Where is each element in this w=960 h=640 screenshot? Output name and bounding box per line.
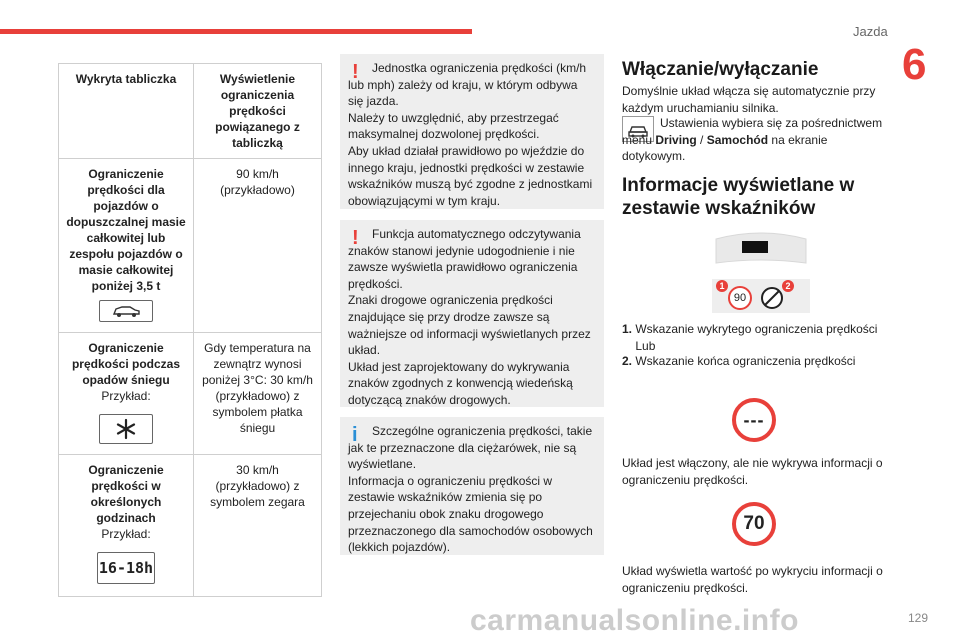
menu-separator: / [696, 132, 707, 147]
paragraph-settings [622, 115, 894, 165]
settings-text-b: na ekranie dotykowym. [622, 132, 828, 163]
sign-dashes: --- [743, 409, 765, 430]
row-label: Ograniczenie prędkości w określonych godzinach [88, 463, 164, 525]
table-row [59, 455, 322, 597]
car-icon [99, 300, 153, 322]
row-value: 30 km/h (przykładowo) z symbolem zegara [194, 455, 322, 597]
callout-1: 1 [716, 280, 728, 292]
row-label: Ograniczenie prędkości podczas opadów śniegu [71, 341, 181, 387]
plate-table [58, 63, 322, 597]
note-text: Funkcja automatycznego odczytywania znaków stanowi jedynie udogodnienie i nie zawsze wyświetla prawidłowo ograniczenia prędkości. Znaki drogowe ograniczenia prędkości znajdujące się przy drodze zawsze są ważniejsze od informacji wyświetlanych przez układ. Układ jest zaprojektowany do wykrywania znaków zgodnych z konwencją wiedeńską dotyczącą znaków drogowych. [348, 227, 591, 407]
speed-limit-sign [732, 502, 776, 546]
list-item [622, 321, 894, 354]
page-number: 129 [907, 611, 928, 625]
info-icon: i [352, 424, 358, 446]
menu-driving: Driving [655, 132, 697, 147]
note-text: Jednostka ograniczenia prędkości (km/h lub mph) zależy od kraju, w którym odbywa się jazda. Należy to uwzględnić, aby przestrzegać maksymalnej dozwolonej prędkości. Aby układ działał prawidłowo po wjeździe do innego kraju, jednostki prędkości w zestawie wskaźników muszą być zgodne z jednostkami obowiązującymi w tym kraju. [348, 61, 593, 208]
sign-value: 70 [743, 513, 765, 534]
heading-info: Informacje wyświetlane w zestawie wskaźników [622, 175, 855, 219]
paragraph-shows: Układ wyświetla wartość po wykryciu informacji o ograniczeniu prędkości. [622, 564, 883, 595]
warning-note [340, 54, 604, 209]
time-range-icon: 16-18h [97, 552, 155, 584]
row-value: Gdy temperatura na zewnątrz wynosi poniżej 3°C: 30 km/h (przykładowo) z symbolem płatka śniegu [194, 333, 322, 455]
settings-text-a: Ustawienia wybiera się za pośrednictwem menu [622, 116, 883, 147]
section-title: Jazda [853, 24, 888, 39]
cluster-speed-sign: 90 [728, 286, 752, 310]
row-example-label: Przykład: [101, 527, 151, 541]
end-limit-sign-icon [760, 286, 784, 310]
table-row [59, 159, 322, 333]
no-limit-sign [732, 398, 776, 442]
list-number: 1. [622, 322, 633, 336]
col-header-detected: Wykryta tabliczka [59, 64, 194, 159]
row-example-label: Przykład: [101, 389, 151, 403]
list-text: Wskazanie końca ograniczenia prędkości [635, 354, 856, 368]
callout-2: 2 [782, 280, 794, 292]
info-note [340, 417, 604, 555]
header-accent-bar [0, 29, 472, 34]
heading-on-off: Włączanie/wyłączanie [622, 59, 819, 80]
warning-icon: ! [352, 61, 359, 83]
warning-icon: ! [352, 227, 359, 249]
row-label: Ograniczenie prędkości dla pojazdów o dopuszczalnej masie całkowitej lub zespołu pojazdów o masie całkowitej poniżej 3,5 t [66, 167, 186, 293]
watermark: carmanualsonline.info [470, 604, 799, 637]
snowflake-icon [99, 414, 153, 444]
warning-note [340, 220, 604, 407]
col-header-display: Wyświetlenie ograniczenia prędkości powiązanego z tabliczką [194, 64, 322, 159]
row-value: 90 km/h (przykładowo) [194, 159, 322, 333]
chapter-number: 6 [902, 40, 927, 89]
list-text: Wskazanie wykrytego ograniczenia prędkości Lub [635, 322, 878, 353]
menu-car: Samochód [706, 132, 769, 147]
table-row [59, 333, 322, 455]
paragraph-no-info: Układ jest włączony, ale nie wykrywa informacji o ograniczeniu prędkości. [622, 456, 883, 487]
paragraph-on-off: Domyślnie układ włącza się automatycznie przy każdym uruchamianiu silnika. [622, 84, 876, 115]
list-number: 2. [622, 354, 633, 368]
list-item [622, 353, 894, 370]
note-text: Szczególne ograniczenia prędkości, takie jak te przeznaczone dla ciężarówek, nie są wyświetlane. Informacja o ograniczeniu prędkości w zestawie wskaźników zmienia się po przejechaniu obok znaku drogowego przeznaczonego dla samochodów osobowych (lekkich pojazdów). [348, 424, 593, 555]
